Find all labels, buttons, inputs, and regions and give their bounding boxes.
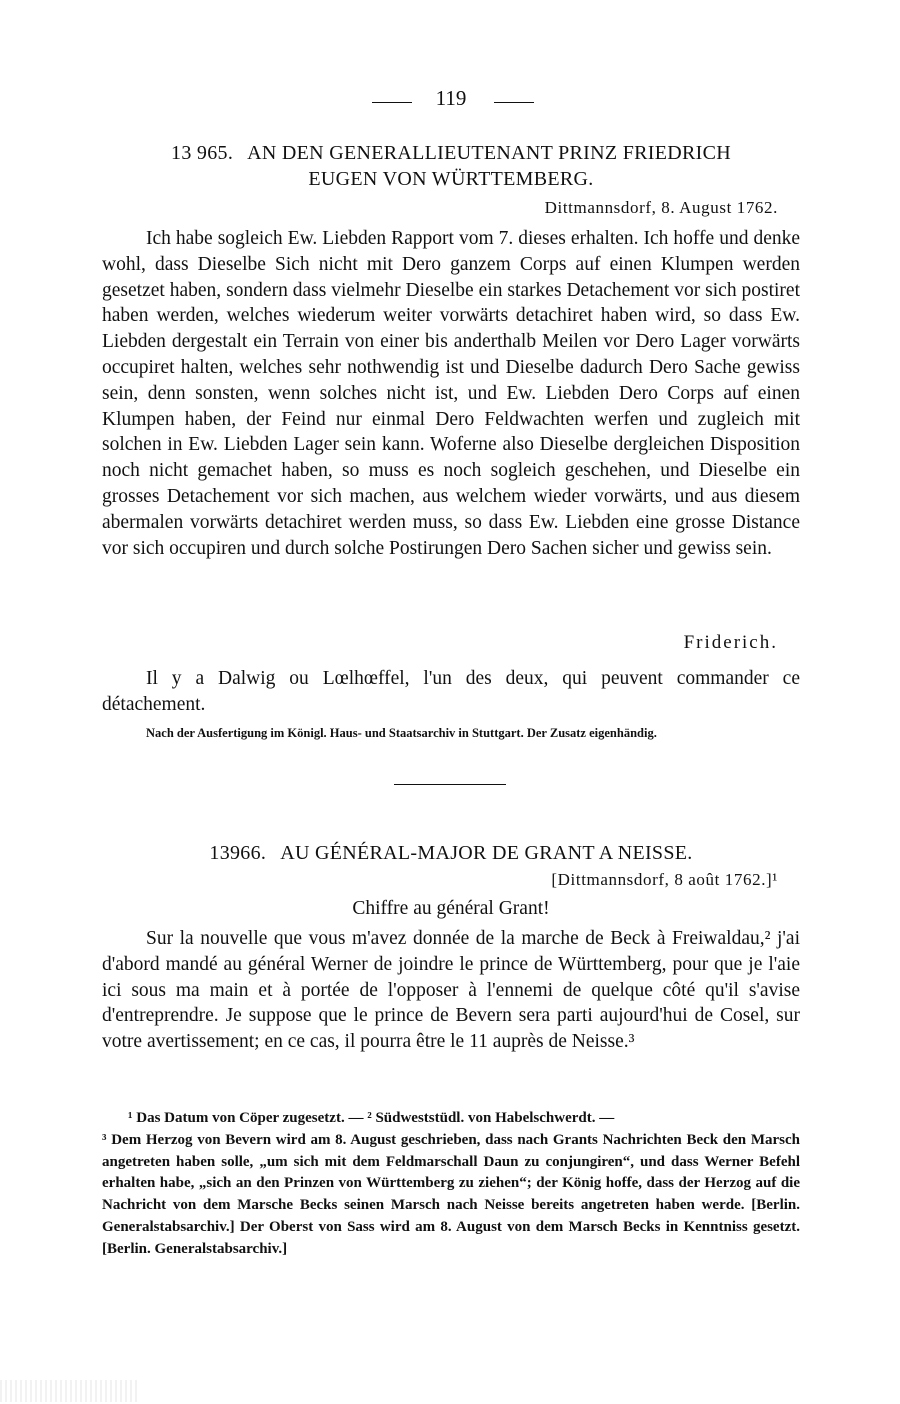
page-number-rule-right xyxy=(494,102,534,103)
letter1-source-note: Nach der Ausfertigung im Königl. Haus- und Staatsarchiv in Stuttgart. Der Zusatz eigenhändig. xyxy=(146,726,657,740)
letter2-number: 13966. xyxy=(209,842,267,864)
letter1-heading-text1: AN DEN GENERALLIEUTENANT PRINZ FRIEDRICH xyxy=(247,142,731,164)
letter1-postscript: Il y a Dalwig ou Lœlhœffel, l'un des deux, qui peuvent commander ce détachement. xyxy=(102,668,800,715)
scan-smudge xyxy=(0,1380,140,1402)
letter2-dateline: [Dittmannsdorf, 8 août 1762.]¹ xyxy=(551,870,778,889)
section-divider xyxy=(394,784,506,785)
letter1-body: Ich habe sogleich Ew. Liebden Rapport vom 7. dieses erhalten. Ich hoffe und denke wohl, dass Dieselbe Sich nicht mit Dero ganzem Corps auf einen Klumpen werden gesetzet haben, sondern dass vielmehr Dieselbe ein starkes Detachement vor sich postiret haben werden, welches wiederum weiter vorwärts detachiret haben wird, so dass Ew. Liebden dergestalt ein Terrain von einer bis anderthalb Meilen vor Dero Lager vorwärts occupiret halten, welches sehr nothwendig ist und Dieselbe dadurch Dero Sache gewiss sein, denn sonsten, wenn solches nicht ist, und Ew. Liebden Dero Corps auf einen Klumpen haben, der Feind nur einmal Dero Feldwachten werfen und zugleich mit solchen in Ew. Liebden Lager sein kann. Woferne also Dieselbe dergleichen Disposition noch nicht gemachet haben, so muss es noch sogleich geschehen, und Dieselbe ein grosses Detachement vor sich machen, aus welchem wieder vorwärts, und aus diesem abermalen vorwärts detachiret werden muss, so dass Ew. Liebden eine grosse Distance vor sich occupiren und durch solche Postirungen Dero Sachen sicher und gewiss sein. xyxy=(102,228,800,559)
letter1-number: 13 965. xyxy=(171,142,234,164)
letter1-heading-line2: EUGEN VON WÜRTTEMBERG. xyxy=(308,168,594,190)
letter2-heading-text: AU GÉNÉRAL-MAJOR DE GRANT A NEISSE. xyxy=(280,842,693,864)
letter1-dateline: Dittmannsdorf, 8. August 1762. xyxy=(544,198,778,217)
page-number-row xyxy=(102,86,800,116)
footnote-3: ³ Dem Herzog von Bevern wird am 8. August geschrieben, dass nach Grants Nachrichten Beck den Marsch angetreten haben solle, „um sich mit dem Feldmarschall Daun zu conjungiren“, und dass Werner Befehl erhalten habe, „sich an den Prinzen von Württemberg zu ziehen“; der König hoffe, dass der Herzog auf die Nachricht von dem Marsche Becks seinen Marsch nach Neisse bereits angetreten haben werde. [Berlin. Generalstabsarchiv.] Der Oberst von Sass wird am 8. August von dem Marsch Becks in Kenntniss gesetzt. [Berlin. Generalstabsarchiv.] xyxy=(102,1131,800,1257)
footnotes xyxy=(102,1108,800,1261)
letter1-signature: Friderich. xyxy=(683,632,778,653)
letter2-cipher-line: Chiffre au général Grant! xyxy=(352,898,550,919)
letter2-heading xyxy=(102,840,800,867)
page-number: 119 xyxy=(435,86,467,110)
footnote-1-2: ¹ Das Datum von Cöper zugesetzt. — ² Südweststüdl. von Habelschwerdt. — xyxy=(128,1110,615,1126)
letter2-body: Sur la nouvelle que vous m'avez donnée de la marche de Beck à Freiwaldau,² j'ai d'abord mandé au général Werner de joindre le prince de Württemberg, pour que je l'aie ici sous ma main et à portée de l'opposer à l'ennemi de quelque côté qu'il s'avise d'entreprendre. Je suppose que le prince de Bevern sera parti aujourd'hui de Cosel, sur votre avertissement; en ce cas, il pourra être le 11 auprès de Neisse.³ xyxy=(102,928,800,1053)
letter1-heading-line1 xyxy=(102,140,800,167)
